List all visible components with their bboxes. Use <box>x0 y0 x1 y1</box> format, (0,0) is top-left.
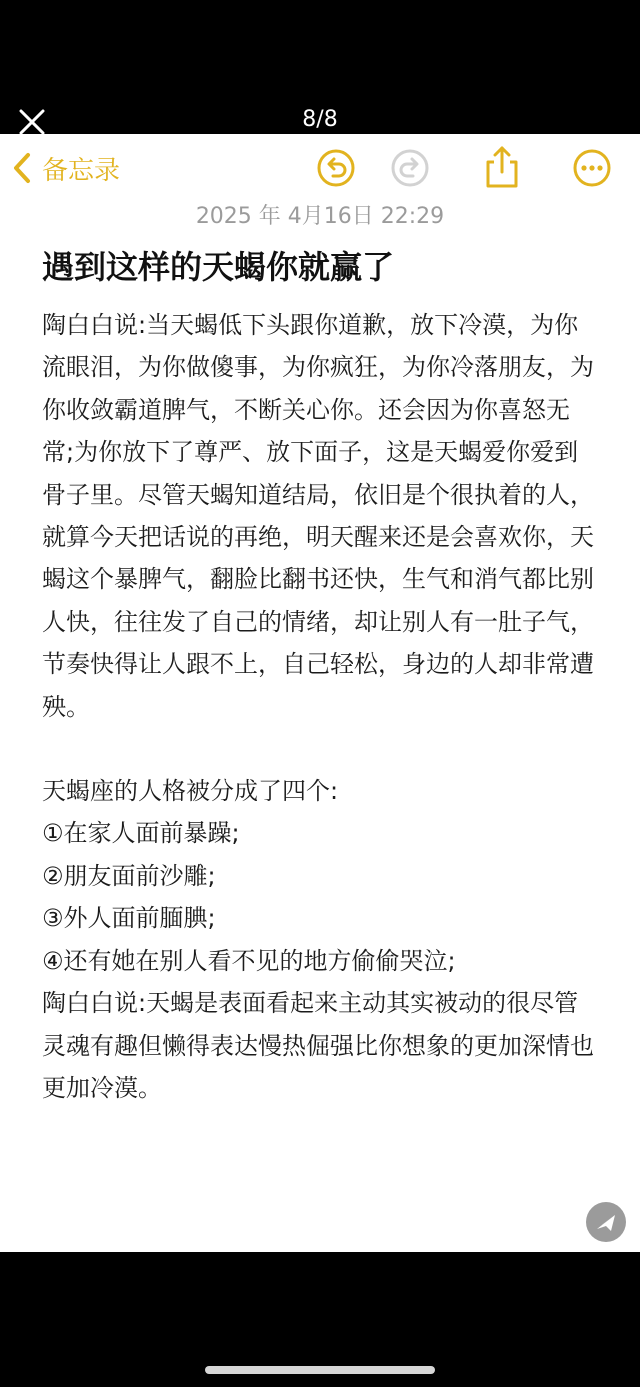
back-button[interactable] <box>12 148 120 188</box>
list-item: ④还有她在别人看不见的地方偷偷哭泣; <box>42 946 456 975</box>
note-paragraph: 陶白白说:天蝎是表面看起来主动其实被动的很尽管灵魂有趣但懒得表达慢热倔强比你想象的更加深情也更加冷漠。 <box>42 989 594 1102</box>
share-fab-icon <box>586 1202 626 1242</box>
home-indicator[interactable] <box>205 1366 435 1374</box>
chevron-left-icon <box>12 152 32 184</box>
share-fab-button[interactable] <box>586 1202 626 1242</box>
back-label: 备忘录 <box>42 155 121 186</box>
note-nav-bar <box>0 134 640 204</box>
list-item: ②朋友面前沙雕; <box>42 861 216 890</box>
note-date: 2025 年 4月16日 22:29 <box>195 204 445 229</box>
note-paragraph: 陶白白说:当天蝎低下头跟你道歉，放下冷漠，为你流眼泪，为你做傻事，为你疯狂，为你冷落朋友，为你收敛霸道脾气，不断关心你。还会因为你喜怒无常;为你放下了尊严、放下面子，这是天蝎爱你爱到骨子里。尽管天蝎知道结局，依旧是个很执着的人，就算今天把话说的再绝，明天醒来还是会喜欢你，天蝎这个暴脾气，翻脸比翻书还快，生气和消气都比别人快，往往发了自己的情绪，却让别人有一肚子气，节奏快得让人跟不上，自己轻松，身边的人却非常遭殃。 <box>42 311 594 721</box>
page-counter: 8/8 <box>302 107 338 132</box>
undo-icon[interactable] <box>316 148 356 188</box>
blank-line <box>42 728 602 770</box>
list-item: ③外人面前腼腆; <box>42 904 216 933</box>
note-body[interactable] <box>42 304 602 1109</box>
note-title: 遇到这样的天蝎你就赢了 <box>42 248 395 286</box>
list-heading: 天蝎座的人格被分成了四个: <box>42 777 339 806</box>
viewer-top-bar <box>0 0 640 134</box>
share-icon[interactable] <box>482 144 522 190</box>
note-screen <box>0 134 640 1252</box>
more-icon[interactable] <box>572 148 612 188</box>
list-item: ①在家人面前暴躁; <box>42 819 240 848</box>
redo-icon[interactable] <box>390 148 430 188</box>
